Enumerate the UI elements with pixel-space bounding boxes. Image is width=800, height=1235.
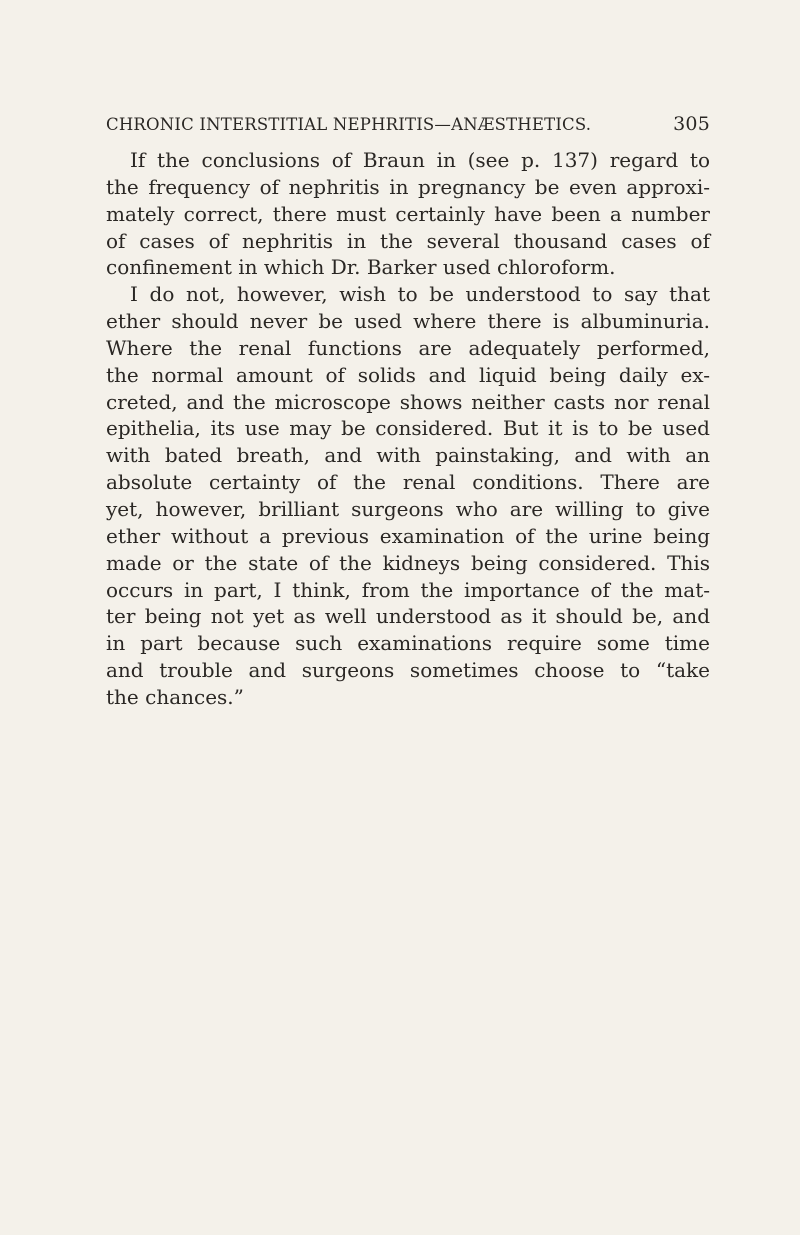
text-line: Where the renal functions are adequately performed, <box>106 335 710 360</box>
text-line: in part because such examinations require some time <box>106 631 710 656</box>
text-line: confinement in which Dr. Barker used chloroform. <box>106 255 616 280</box>
running-title: CHRONIC INTERSTITIAL NEPHRITIS—ANÆSTHETICS. <box>106 115 592 134</box>
text-line: of cases of nephritis in the several thousand cases of <box>106 228 710 253</box>
page-number: 305 <box>673 113 710 135</box>
text-line: made or the state of the kidneys being considered. This <box>106 550 710 575</box>
text-line: creted, and the microscope shows neither casts nor renal <box>106 389 710 414</box>
text-line: If the conclusions of Braun in (see p. 137) regard to <box>130 148 710 172</box>
text-line: epithelia, its use may be considered. But it is to be used <box>106 416 710 441</box>
text-line: ether should never be used where there is albuminuria. <box>106 309 710 334</box>
body-text <box>106 147 710 711</box>
text-line: and trouble and surgeons sometimes choose to “take <box>106 658 710 683</box>
text-line: I do not, however, wish to be understood to say that <box>130 282 710 307</box>
text-line: yet, however, brilliant surgeons who are willing to give <box>106 496 710 521</box>
text-line: with bated breath, and with painstaking, and with an <box>106 443 710 468</box>
text-line: the frequency of nephritis in pregnancy be even approxi- <box>106 174 710 199</box>
text-line: ether without a previous examination of the urine being <box>106 523 710 548</box>
text-line: mately correct, there must certainly have been a number <box>106 201 710 226</box>
text-line: the chances.” <box>106 684 244 709</box>
text-line: the normal amount of solids and liquid being daily ex- <box>106 362 710 387</box>
text-line: ter being not yet as well understood as it should be, and <box>106 604 710 629</box>
running-head <box>106 115 710 143</box>
text-line: absolute certainty of the renal conditions. There are <box>106 470 710 495</box>
text-line: occurs in part, I think, from the importance of the mat- <box>106 577 710 602</box>
